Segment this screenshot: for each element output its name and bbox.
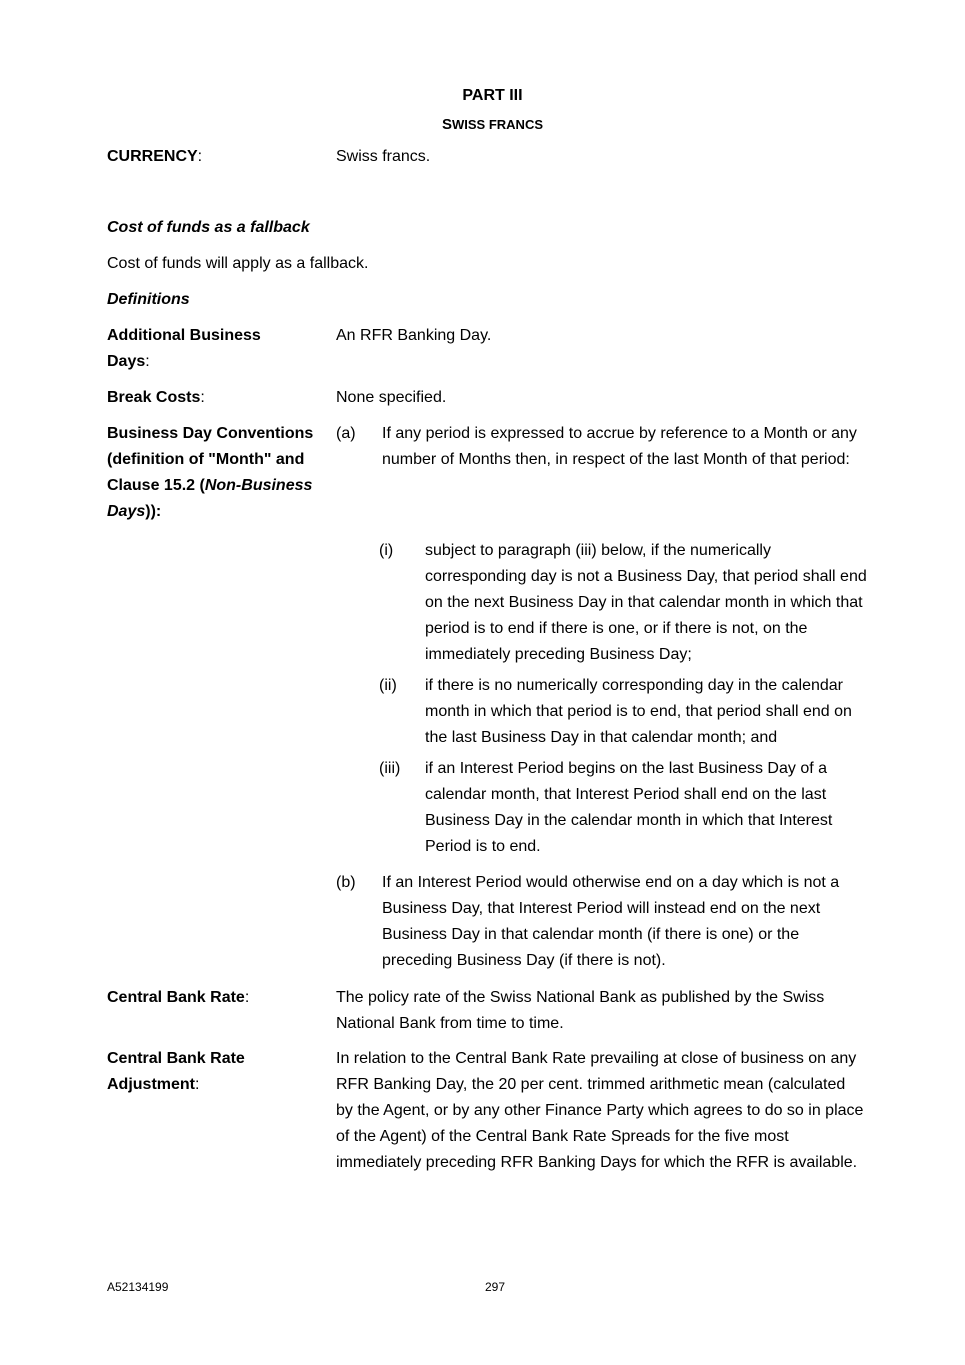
section-subtitle [0,116,965,133]
para-ii-text: if there is no numerically corresponding day in the calendar month in which that period is to end, that period shall end on the last Business Day in that calendar month; and [425,677,852,746]
central-bank-rate-adjustment-value: In relation to the Central Bank Rate prevailing at close of business on any RFR Banking Day, the 20 per cent. trimmed arithmetic mean (calculated by the Agent, or by any other Finance Party which agrees to do so in place of the Agent) of the Central Bank Rate Spreads for the five most immediately preceding RFR Banking Days for which the RFR is available. [336,1050,864,1171]
central-bank-rate-label: Central Bank Rate: [107,989,250,1006]
break-costs-value: None specified. [336,389,447,406]
para-b-marker: (b) [336,874,356,891]
part-title: PART III [462,87,523,104]
para-i-marker: (i) [379,542,394,559]
cost-of-funds-heading: Cost of funds as a fallback [107,219,310,236]
page-number: 297 [485,1280,506,1294]
central-bank-rate-value: The policy rate of the Swiss National Bank as published by the Swiss National Bank from time to time. [336,989,825,1032]
para-i-text: subject to paragraph (iii) below, if the numerically corresponding day is not a Business Day, that period shall end on the next Business Day in that calendar month in which that period is to end if there is one, or if there is not, on the immediately preceding Business Day; [425,542,867,663]
cost-of-funds-text: Cost of funds will apply as a fallback. [107,255,369,272]
currency-label: CURRENCY: [107,148,203,165]
definitions-heading: Definitions [107,291,190,308]
para-a-text: If any period is expressed to accrue by reference to a Month or any number of Months then, in respect of the last Month of that period: [382,425,857,468]
subtitle-initial: S [441,116,452,133]
break-costs-label: Break Costs: [107,389,205,406]
document-id: A52134199 [107,1280,169,1294]
business-day-conventions-label: Business Day Conventions (definition of "Month" and Clause 15.2 (Non-Business Days)): [107,425,314,520]
subtitle-rest: WISS FRANCS [452,117,543,132]
currency-value: Swiss francs. [336,148,431,165]
additional-business-days-value: An RFR Banking Day. [336,327,492,344]
central-bank-rate-adjustment-label: Central Bank Rate Adjustment: [107,1050,245,1093]
para-b-text: If an Interest Period would otherwise end on a day which is not a Business Day, that Interest Period will instead end on the next Business Day in that calendar month (if there is one) or the preceding Business Day (if there is not). [382,874,840,969]
para-iii-text: if an Interest Period begins on the last Business Day of a calendar month, that Interest Period shall end on the last Business Day in the calendar month in which that Interest Period is to end. [425,760,833,855]
para-ii-marker: (ii) [379,677,397,694]
para-a-marker: (a) [336,425,356,442]
additional-business-days-label: Additional Business Days: [107,327,261,370]
para-iii-marker: (iii) [379,760,401,777]
